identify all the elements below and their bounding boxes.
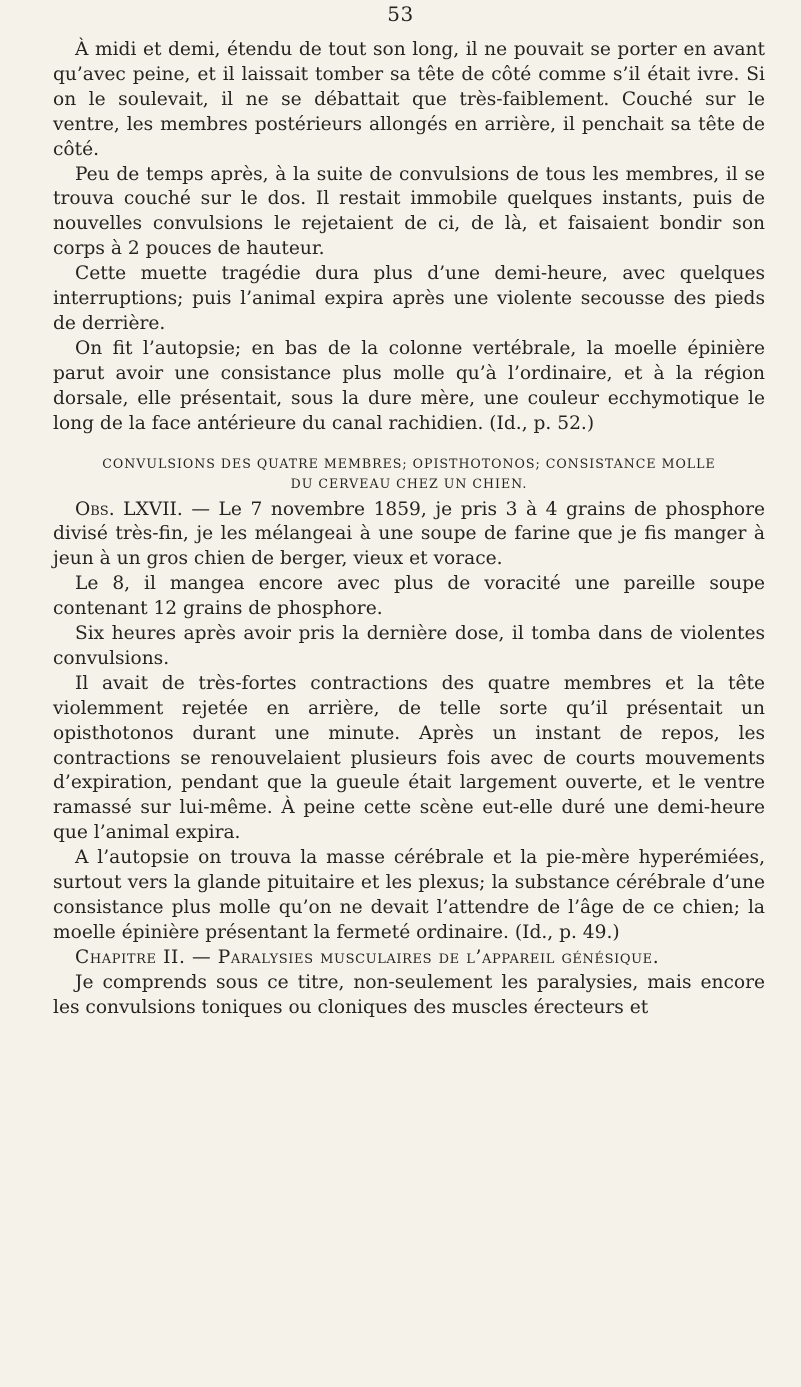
page-body	[53, 38, 765, 1021]
section-heading-line: CONVULSIONS DES QUATRE MEMBRES; OPISTHOTONOS; CONSISTANCE MOLLE	[102, 455, 716, 471]
chapter-heading	[53, 946, 765, 971]
observation-text: — Le 7 novembre 1859, je pris 3 à 4 grains de phosphore divisé très-fin, je les mélangeai à une soupe de farine que je fis manger à jeun à un gros chien de berger, vieux et vorace.	[53, 498, 766, 570]
paragraph: Cette muette tragédie dura plus d’une demi-heure, avec quelques interruptions; puis l’animal expira après une violente secousse des pieds de derrière.	[53, 263, 765, 334]
paragraph: A l’autopsie on trouva la masse cérébrale et la pie-mère hyperémiées, surtout vers la glande pituitaire et les plexus; la substance cérébrale d’une consistance plus molle qu’on ne devait l’attendre de l’âge de ce chien; la moelle épinière présentant la fermeté ordinaire. (Id., p. 49.)	[53, 847, 765, 943]
paragraph: Peu de temps après, à la suite de convulsions de tous les membres, il se trouva couché sur le dos. Il restait immobile quelques instants, puis de nouvelles convulsions le rejetaient de ci, de là, et faisaient bondir son corps à 2 pouces de hauteur.	[53, 163, 765, 260]
chapter-paragraph: Je comprends sous ce titre, non-seulement les paralysies, mais encore les convulsions toniques ou cloniques des muscles érecteurs et	[53, 971, 765, 1018]
paragraph: On fit l’autopsie; en bas de la colonne vertébrale, la moelle épinière parut avoir une consistance plus molle qu’à l’ordinaire, et à la région dorsale, elle présentait, sous la dure mère, une couleur ecchymotique le long de la face antérieure du canal rachidien. (Id., p. 52.)	[53, 337, 765, 434]
page-number: 53	[387, 2, 414, 26]
observation-block	[53, 498, 765, 946]
paragraph: Le 8, il mangea encore avec plus de voracité une pareille soupe contenant 12 grains de phosphore.	[53, 573, 765, 620]
chapter-title: Paralysies musculaires de l’appareil génésique.	[217, 946, 660, 968]
section-heading-line: DU CERVEAU CHEZ UN CHIEN.	[290, 475, 528, 491]
paragraph: Il avait de très-fortes contractions des quatre membres et la tête violemment rejetée en arrière, de telle sorte qu’il présentait un opisthotonos durant une minute. Après un instant de repos, les contractions se renouvelaient plusieurs fois avec de courts mouvements d’expiration, pendant que la gueule était largement ouverte, et le ventre ramassé sur lui-même. À peine cette scène eut-elle duré une demi-heure que l’animal expira.	[53, 672, 765, 844]
chapter-dash: —	[185, 946, 218, 968]
observation-intro	[53, 498, 765, 573]
paragraph: Six heures après avoir pris la dernière dose, il tomba dans de violentes convulsions.	[53, 623, 765, 669]
observation-label: Obs. LXVII.	[75, 498, 183, 520]
paragraph: À midi et demi, étendu de tout son long, il ne pouvait se porter en avant qu’avec peine, et il laissait tomber sa tête de côté comme s’il était ivre. Si on le soulevait, il ne se débattait que très-faiblement. Couché sur le ventre, les membres postérieurs allongés en arrière, il penchait sa tête de côté.	[53, 39, 765, 160]
section-heading	[53, 454, 765, 494]
chapter-label: Chapitre II.	[75, 946, 186, 968]
